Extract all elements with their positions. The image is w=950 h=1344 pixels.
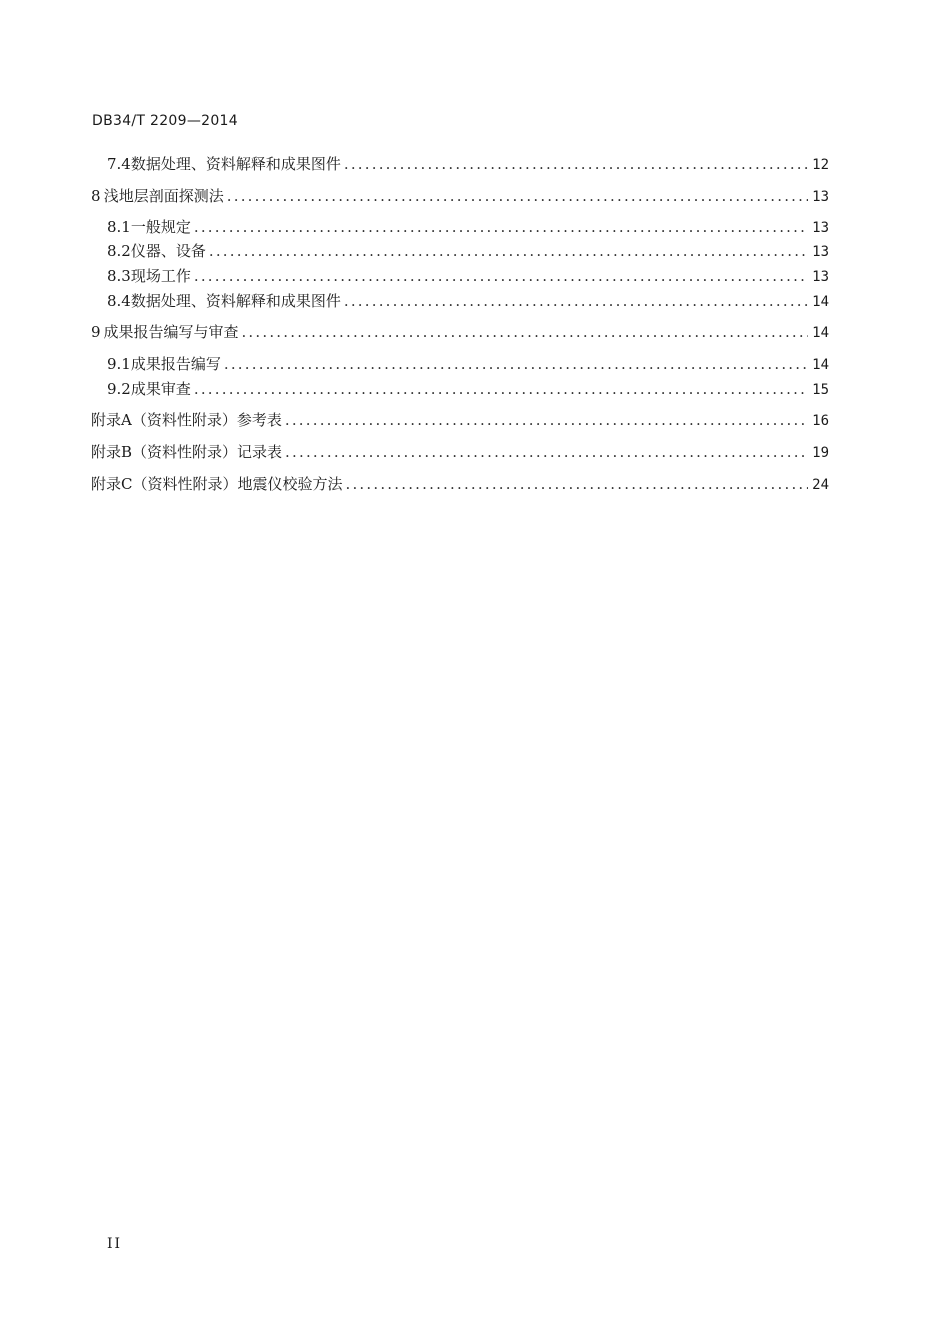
toc-page-number: 13 xyxy=(812,189,829,205)
toc-title: 参考表 xyxy=(236,411,282,429)
toc-leader xyxy=(194,379,808,399)
toc-number: 7.4 xyxy=(107,155,131,173)
toc-leader xyxy=(241,322,808,342)
toc-number: 9.1 xyxy=(107,355,131,373)
document-header: DB34/T 2209—2014 xyxy=(92,113,238,129)
toc-number: 附录A（资料性附录） xyxy=(91,411,237,429)
toc-entry-7-4[interactable] xyxy=(107,154,829,175)
toc-entry-9-1[interactable] xyxy=(107,354,829,375)
toc-leader xyxy=(209,241,808,261)
toc-number: 9 xyxy=(91,323,101,341)
toc-title: 成果报告编写与审查 xyxy=(103,323,239,341)
toc-page-number: 14 xyxy=(812,325,829,341)
toc-leader xyxy=(194,266,808,286)
toc-title: 成果审查 xyxy=(130,380,191,398)
toc-page-number: 14 xyxy=(812,294,829,310)
toc-number: 附录B（资料性附录） xyxy=(91,443,238,461)
toc-title: 浅地层剖面探测法 xyxy=(103,187,224,205)
toc-title: 地震仪校验方法 xyxy=(237,475,343,493)
toc-leader xyxy=(224,354,808,374)
toc-title: 现场工作 xyxy=(130,267,191,285)
toc-title: 成果报告编写 xyxy=(130,355,221,373)
toc-leader xyxy=(194,217,808,237)
page-number-footer: II xyxy=(107,1236,123,1252)
toc-number: 9.2 xyxy=(107,380,131,398)
toc-leader xyxy=(227,186,808,206)
toc-title: 数据处理、资料解释和成果图件 xyxy=(130,292,341,310)
toc-page-number: 13 xyxy=(812,244,829,260)
toc-leader xyxy=(285,410,808,430)
toc-page-number: 16 xyxy=(812,413,829,429)
toc-leader xyxy=(344,291,808,311)
toc-leader xyxy=(285,442,808,462)
toc-page-number: 19 xyxy=(812,445,829,461)
toc-entry-8-4[interactable] xyxy=(107,291,829,312)
toc-leader xyxy=(346,474,809,494)
toc-entry-8-2[interactable] xyxy=(107,241,829,262)
toc-title: 数据处理、资料解释和成果图件 xyxy=(130,155,341,173)
toc-title: 一般规定 xyxy=(130,218,191,236)
toc-page-number: 24 xyxy=(812,477,829,493)
toc-page-number: 14 xyxy=(812,357,829,373)
toc-title: 记录表 xyxy=(237,443,283,461)
toc-number: 8.3 xyxy=(107,267,131,285)
toc-entry-appendix-b[interactable] xyxy=(91,442,829,463)
toc-entry-appendix-a[interactable] xyxy=(91,410,829,431)
toc-entry-8-1[interactable] xyxy=(107,217,829,238)
toc-title: 仪器、设备 xyxy=(130,242,206,260)
toc-entry-8[interactable] xyxy=(91,186,829,207)
toc-entry-8-3[interactable] xyxy=(107,266,829,287)
toc-number: 8 xyxy=(91,187,101,205)
toc-number: 附录C（资料性附录） xyxy=(91,475,238,493)
toc-page-number: 12 xyxy=(812,157,829,173)
toc-number: 8.2 xyxy=(107,242,131,260)
toc-entry-appendix-c[interactable] xyxy=(91,474,829,495)
toc-number: 8.1 xyxy=(107,218,131,236)
toc-entry-9-2[interactable] xyxy=(107,379,829,400)
toc-entry-9[interactable] xyxy=(91,322,829,343)
toc-page-number: 13 xyxy=(812,220,829,236)
toc-page-number: 15 xyxy=(812,382,829,398)
toc-number: 8.4 xyxy=(107,292,131,310)
toc-leader xyxy=(344,154,808,174)
toc-page-number: 13 xyxy=(812,269,829,285)
